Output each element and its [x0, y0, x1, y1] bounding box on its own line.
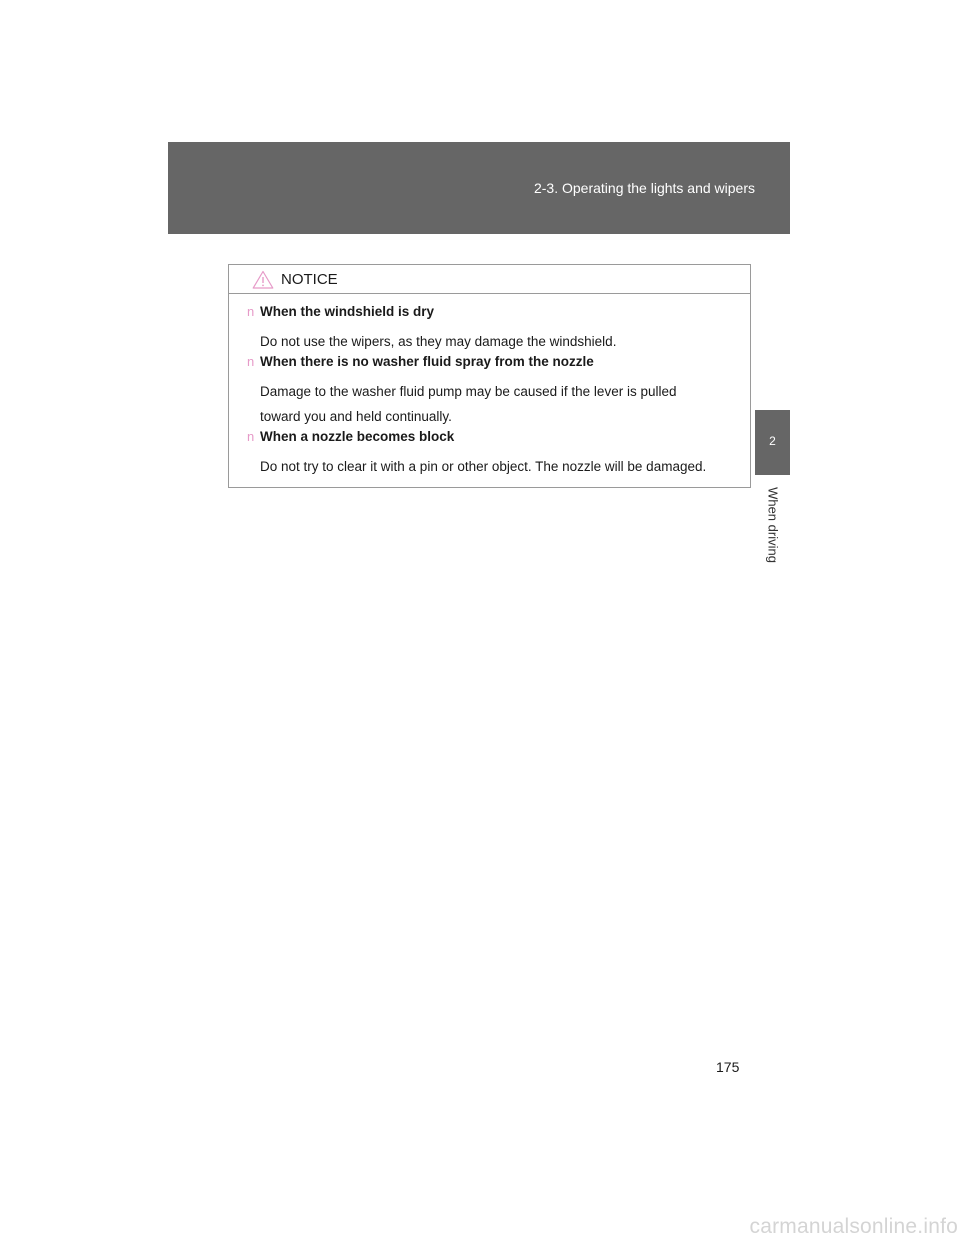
section-title: 2-3. Operating the lights and wipers: [533, 180, 755, 196]
notice-title: NOTICE: [281, 271, 338, 288]
chapter-tab: [755, 410, 790, 475]
notice-item-heading: When there is no washer fluid spray from the nozzle: [260, 354, 594, 369]
notice-body: [229, 294, 750, 479]
chapter-label: [764, 482, 782, 568]
bullet-icon: n: [247, 304, 255, 319]
notice-item: [229, 304, 750, 354]
header-band: [168, 142, 790, 234]
notice-item-heading: When a nozzle becomes block: [260, 429, 455, 444]
watermark: carmanualsonline.info: [749, 1215, 958, 1238]
notice-box: [228, 264, 751, 488]
chapter-label-text: When driving: [765, 487, 781, 563]
notice-item-text: Damage to the washer fluid pump may be caused if the lever is pulled: [260, 384, 677, 399]
warning-triangle-icon: [252, 270, 274, 289]
notice-header: [229, 265, 750, 294]
bullet-icon: n: [247, 354, 255, 369]
page-number: 175: [716, 1059, 740, 1075]
notice-item: [229, 354, 750, 429]
chapter-number: 2: [769, 434, 776, 448]
notice-item-heading: When the windshield is dry: [260, 304, 435, 319]
notice-item: [229, 429, 750, 479]
notice-item-text: toward you and held continually.: [260, 409, 452, 424]
notice-item-text: Do not use the wipers, as they may damage the windshield.: [260, 334, 617, 349]
bullet-icon: n: [247, 429, 255, 444]
notice-item-text: Do not try to clear it with a pin or other object. The nozzle will be damaged.: [260, 459, 707, 474]
